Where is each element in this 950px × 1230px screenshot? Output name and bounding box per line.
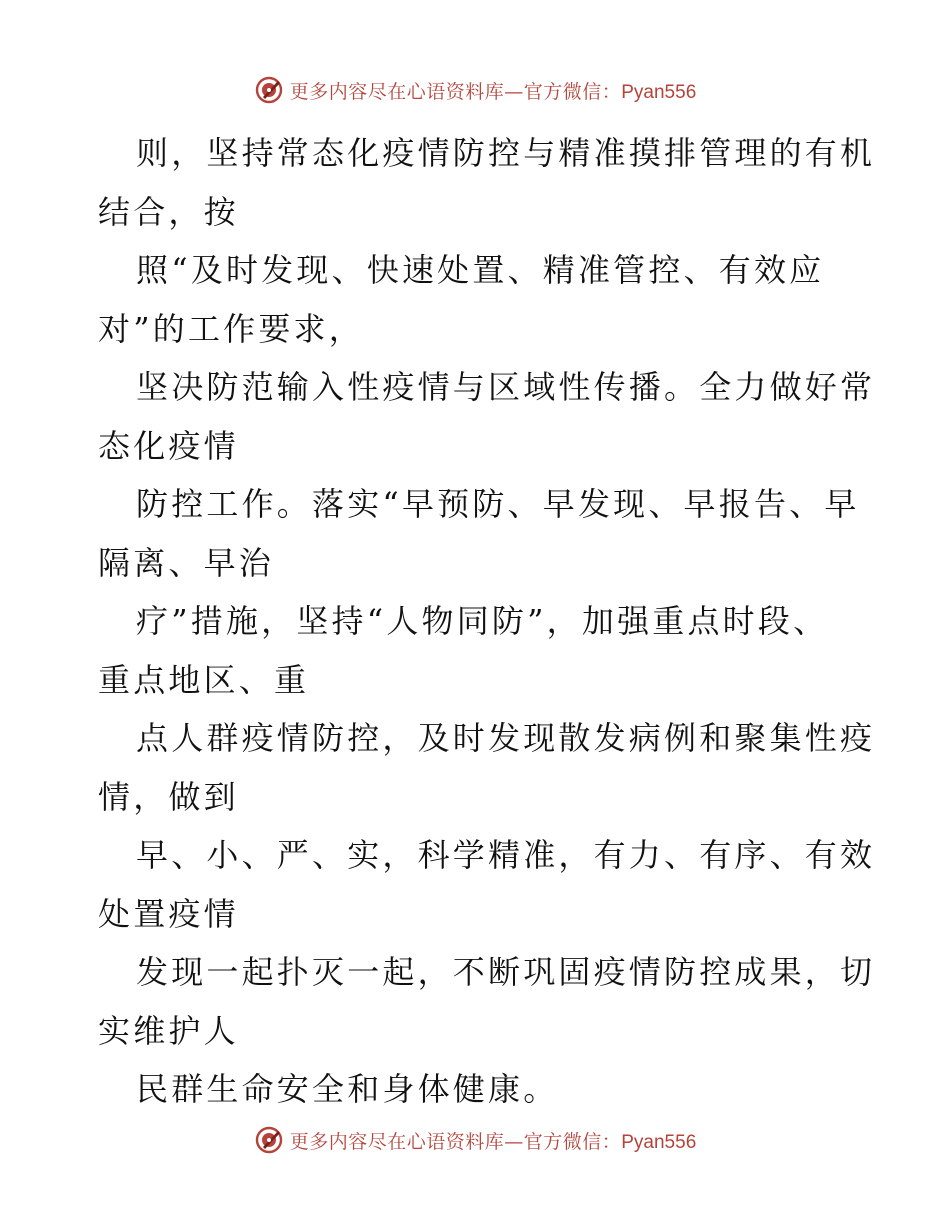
- header-watermark: [0, 72, 950, 108]
- paragraph-line: 照“及时发现、快速处置、精准管控、有效应: [136, 251, 825, 289]
- paragraph-line: 实维护人: [98, 1011, 239, 1050]
- paragraph-line: 重点地区、重: [98, 660, 310, 699]
- watermark-text: [290, 1127, 697, 1154]
- watermark-separator: —: [504, 1130, 524, 1153]
- pen-nib-logo-icon: [254, 75, 284, 105]
- watermark-official-label: 官方微信：: [523, 1130, 622, 1153]
- watermark-text: [290, 77, 697, 104]
- watermark-title: 更多内容尽在心语资料库: [289, 1130, 505, 1153]
- paragraph-line: 发现一起扑灭一起，不断巩固疫情防控成果，切: [136, 953, 876, 991]
- paragraph-line: 防控工作。落实“早预防、早发现、早报告、早: [136, 485, 860, 523]
- paragraph-line: 结合，按: [98, 192, 239, 231]
- paragraph-line: 坚决防范输入性疫情与区域性传播。全力做好常: [136, 368, 876, 406]
- watermark-wechat-id: Pyan556: [621, 1131, 697, 1153]
- paragraph-line: 则，坚持常态化疫情防控与精准摸排管理的有机: [136, 134, 876, 172]
- paragraph-line: 情，做到: [98, 777, 239, 816]
- paragraph-line: 处置疫情: [98, 894, 239, 933]
- document-body: [98, 124, 876, 1119]
- paragraph-line: 点人群疫情防控，及时发现散发病例和聚集性疫: [136, 719, 876, 757]
- watermark-official-label: 官方微信：: [523, 80, 622, 103]
- paragraph-line: 早、小、严、实，科学精准，有力、有序、有效: [136, 836, 876, 874]
- paragraph-line: 隔离、早治: [98, 543, 275, 582]
- paragraph-line: 疗”措施，坚持“人物同防”，加强重点时段、: [136, 602, 829, 640]
- watermark-separator: —: [504, 80, 524, 103]
- paragraph-line: 对”的工作要求，: [98, 309, 364, 348]
- footer-watermark: [0, 1122, 950, 1158]
- paragraph-line: 态化疫情: [98, 426, 239, 465]
- paragraph-line: 民群生命安全和身体健康。: [136, 1070, 559, 1108]
- pen-nib-logo-icon: [254, 1125, 284, 1155]
- watermark-wechat-id: Pyan556: [621, 81, 697, 103]
- watermark-title: 更多内容尽在心语资料库: [289, 80, 505, 103]
